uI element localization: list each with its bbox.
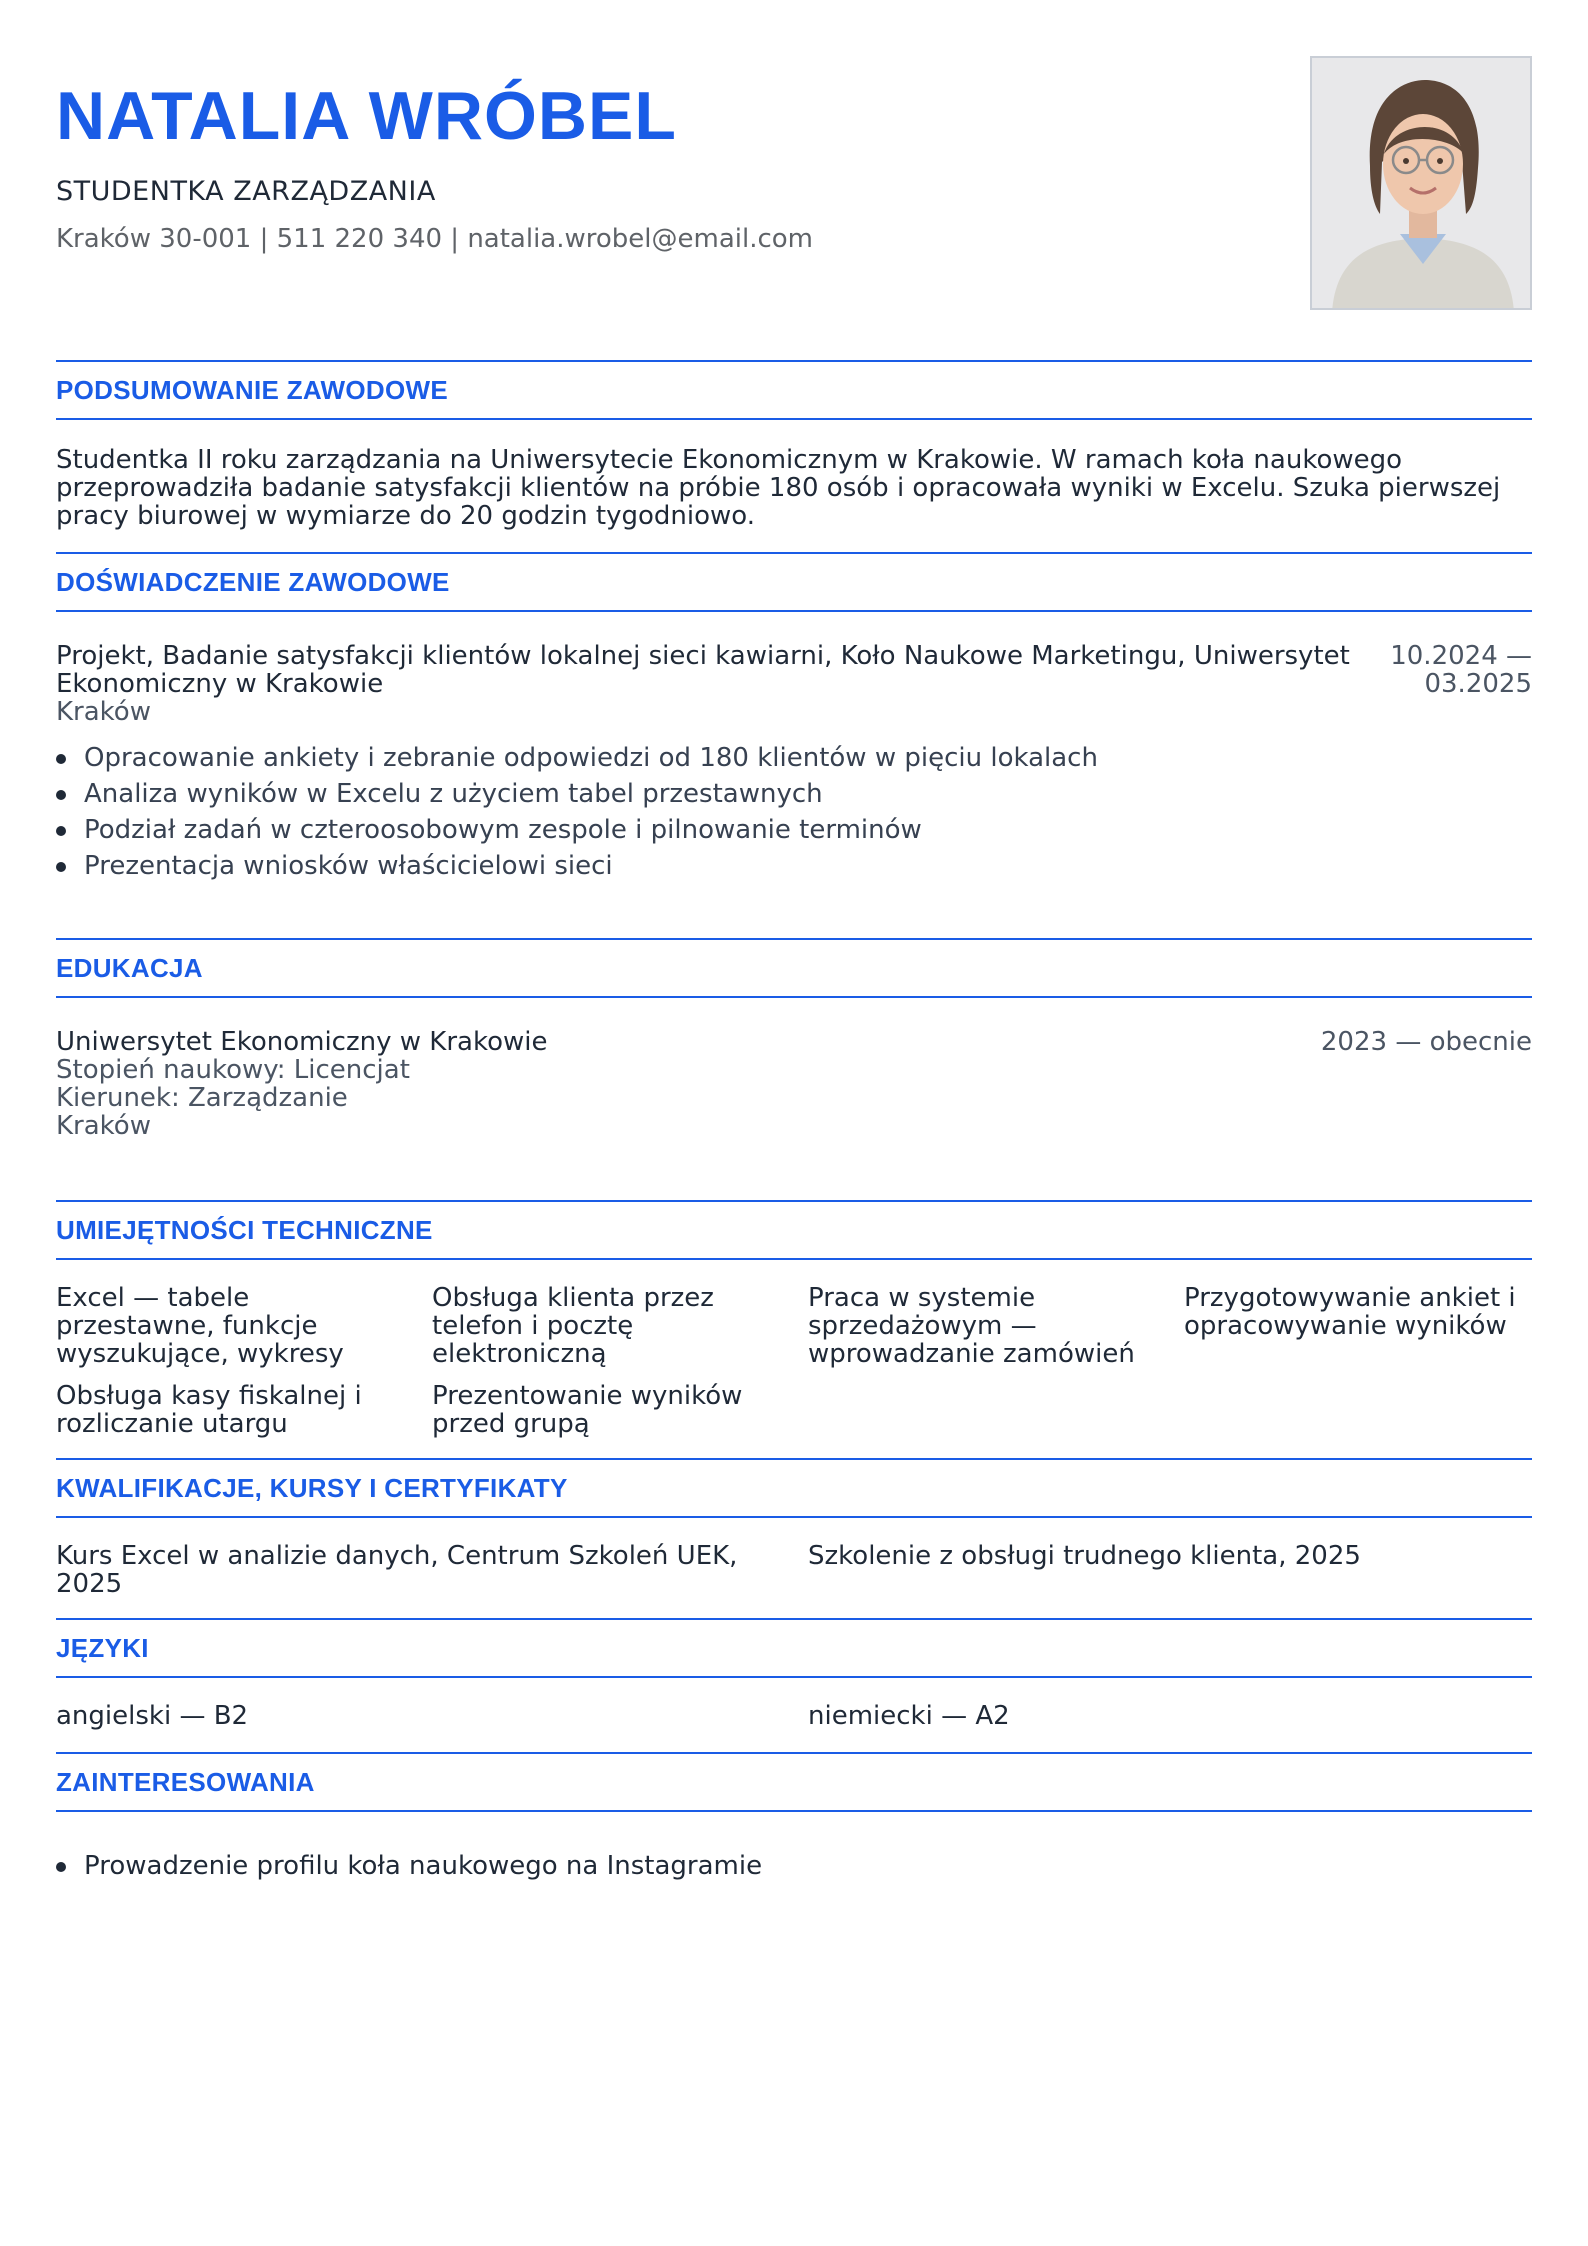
section-header bbox=[56, 1618, 1532, 1678]
section-header bbox=[56, 552, 1532, 612]
skills-section bbox=[56, 1200, 1532, 1458]
bullet-text: Podział zadań w czteroosobowym zespole i pilnowanie terminów bbox=[84, 815, 922, 845]
certification-item: Kurs Excel w analizie danych, Centrum Szkoleń UEK, 2025 bbox=[56, 1541, 738, 1599]
section-title-certifications: KWALIFIKACJE, KURSY I CERTYFIKATY bbox=[56, 1472, 568, 1503]
bullet-icon bbox=[56, 826, 66, 836]
experience-dates bbox=[1390, 642, 1532, 726]
person-photo-icon bbox=[1312, 58, 1532, 310]
section-header bbox=[56, 360, 1532, 420]
experience-section bbox=[56, 552, 1532, 938]
bullet-text: Opracowanie ankiety i zebranie odpowiedzi od 180 klientów w pięciu lokalach bbox=[84, 743, 1098, 773]
interests-list bbox=[56, 1826, 1532, 1884]
bullet-icon bbox=[56, 790, 66, 800]
experience-bullets bbox=[56, 740, 1532, 884]
certification-item: Szkolenie z obsługi trudnego klienta, 2025 bbox=[808, 1541, 1361, 1571]
bullet-text: Prezentacja wniosków właścicielowi sieci bbox=[84, 851, 613, 881]
list-item bbox=[56, 776, 1532, 812]
skill-item: Excel — tabele przestawne, funkcje wyszukujące, wykresy bbox=[56, 1283, 344, 1369]
language-item: niemiecki — A2 bbox=[808, 1701, 1010, 1731]
list-item bbox=[56, 740, 1532, 776]
bullet-icon bbox=[56, 862, 66, 872]
candidate-name: NATALIA WRÓBEL bbox=[56, 78, 677, 154]
skill-item: Przygotowywanie ankiet i opracowywanie wyników bbox=[1184, 1283, 1516, 1341]
education-degree: Stopień naukowy: Licencjat bbox=[56, 1055, 410, 1085]
skill-item: Obsługa kasy fiskalnej i rozliczanie utargu bbox=[56, 1381, 362, 1439]
interests-section bbox=[56, 1752, 1532, 1884]
section-title-interests: ZAINTERESOWANIA bbox=[56, 1766, 315, 1797]
skills-grid bbox=[56, 1260, 1532, 1458]
contact-line: Kraków 30-001 | 511 220 340 | natalia.wrobel@email.com bbox=[56, 224, 814, 254]
education-location: Kraków bbox=[56, 1111, 151, 1141]
education-field: Kierunek: Zarządzanie bbox=[56, 1083, 348, 1113]
education-entry bbox=[56, 998, 1532, 1200]
experience-entry bbox=[56, 612, 1532, 938]
bullet-text: Analiza wyników w Excelu z użyciem tabel przestawnych bbox=[84, 779, 823, 809]
bullet-icon bbox=[56, 1862, 66, 1872]
list-item bbox=[56, 848, 1532, 884]
section-header bbox=[56, 938, 1532, 998]
experience-location: Kraków bbox=[56, 697, 151, 727]
experience-date-end: 03.2025 bbox=[1424, 669, 1532, 699]
education-dates: 2023 — obecnie bbox=[1320, 1027, 1532, 1057]
certifications-section bbox=[56, 1458, 1532, 1618]
section-title-skills: UMIEJĘTNOŚCI TECHNICZNE bbox=[56, 1214, 433, 1245]
section-title-languages: JĘZYKI bbox=[56, 1632, 149, 1663]
interest-text: Prowadzenie profilu koła naukowego na Instagramie bbox=[84, 1851, 763, 1881]
skill-item: Praca w systemie sprzedażowym — wprowadzanie zamówień bbox=[808, 1283, 1135, 1369]
experience-heading: Projekt, Badanie satysfakcji klientów lokalnej sieci kawiarni, Koło Naukowe Marketingu, Uniwersytet Ekonomiczny w Krakowie bbox=[56, 641, 1350, 699]
list-item bbox=[56, 1848, 1532, 1884]
certifications-grid bbox=[56, 1518, 1532, 1618]
experience-date-start: 10.2024 — bbox=[1390, 641, 1532, 671]
candidate-role: STUDENTKA ZARZĄDZANIA bbox=[56, 176, 436, 207]
section-title-summary: PODSUMOWANIE ZAWODOWE bbox=[56, 374, 448, 405]
section-header bbox=[56, 1752, 1532, 1812]
education-section bbox=[56, 938, 1532, 1200]
languages-grid bbox=[56, 1678, 1532, 1752]
section-header bbox=[56, 1200, 1532, 1260]
education-school: Uniwersytet Ekonomiczny w Krakowie bbox=[56, 1027, 548, 1057]
language-item: angielski — B2 bbox=[56, 1701, 249, 1731]
list-item bbox=[56, 812, 1532, 848]
skill-item: Prezentowanie wyników przed grupą bbox=[432, 1381, 743, 1439]
section-title-experience: DOŚWIADCZENIE ZAWODOWE bbox=[56, 566, 450, 597]
languages-section bbox=[56, 1618, 1532, 1752]
summary-section bbox=[56, 360, 1532, 552]
summary-text: Studentka II roku zarządzania na Uniwersytecie Ekonomicznym w Krakowie. W ramach koła naukowego przeprowadziła badanie satysfakcji klientów na próbie 180 osób i opracowała wyniki w Excelu. Szuka pierwszej pracy biurowej w wymiarze do 20 godzin tygodniowo. bbox=[56, 445, 1501, 531]
section-title-education: EDUKACJA bbox=[56, 952, 203, 983]
skill-item: Obsługa klienta przez telefon i pocztę elektroniczną bbox=[432, 1283, 714, 1369]
resume-header bbox=[56, 0, 1532, 360]
section-header bbox=[56, 1458, 1532, 1518]
bullet-icon bbox=[56, 754, 66, 764]
profile-photo bbox=[1310, 56, 1532, 310]
